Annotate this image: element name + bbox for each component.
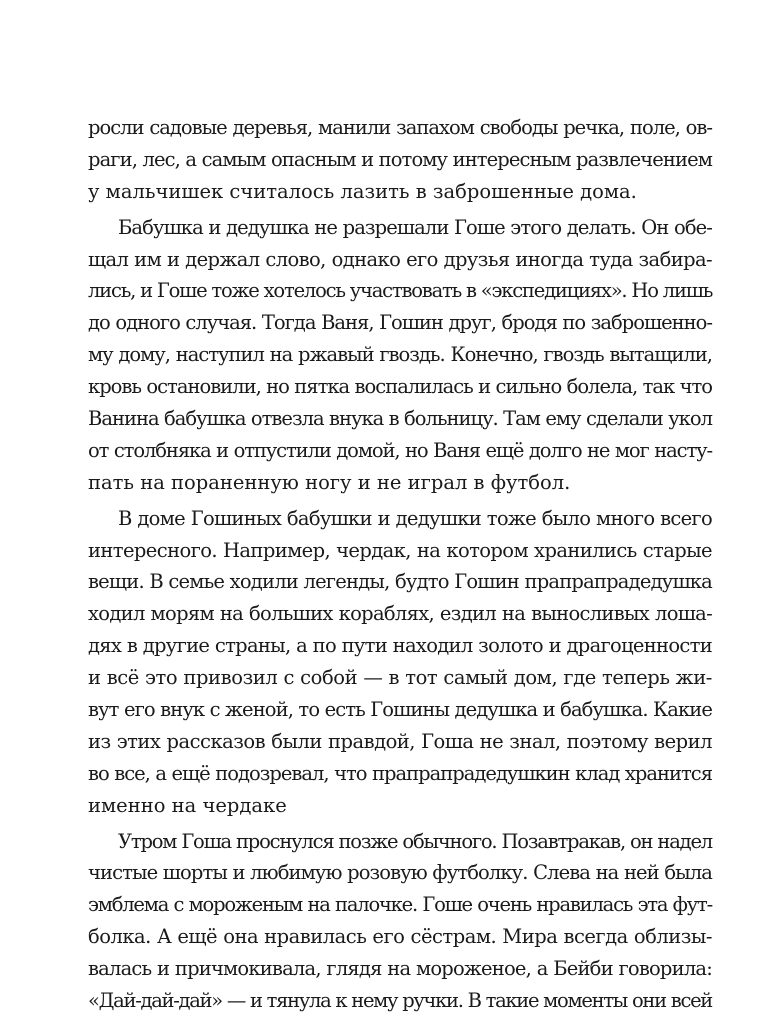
paragraph-2 (88, 212, 712, 499)
text-line: пать на пораненную ногу и не играл в футбол. (88, 470, 571, 494)
text-line: именно на чердаке (88, 793, 287, 817)
text-line: лись, и Гоше тоже хотелось участвовать в «экспедициях». Но лишь (88, 279, 713, 303)
paragraph-4 (88, 826, 712, 1017)
text-line: валась и причмокивала, глядя на мороженое, а Бейби говорила: (88, 957, 712, 981)
text-line: во все, а ещё подозревал, что прапрапрадедушкин клад хранится (88, 761, 712, 785)
text-line: болка. А ещё она нравилась его сёстрам. Мира всегда облизы- (88, 925, 712, 949)
text-line: от столбняка и отпустили домой, но Ваня ещё долго не мог насту- (88, 438, 712, 462)
text-line: щал им и держал слово, однако его друзья иногда туда забира- (88, 247, 712, 271)
page-text (88, 112, 712, 1017)
text-line: вещи. В семье ходили легенды, будто Гошин прапрапрадедушка (88, 570, 712, 594)
text-line: В доме Гошиных бабушки и дедушки тоже было много всего (118, 506, 712, 530)
text-line: росли садовые деревья, манили запахом свободы речка, поле, ов- (88, 116, 712, 139)
text-line: Утром Гоша проснулся позже обычного. Позавтракав, он надел (118, 829, 712, 853)
text-line: чистые шорты и любимую розовую футболку. Слева на ней была (88, 861, 712, 885)
text-line: Бабушка и дедушка не разрешали Гоше этого делать. Он обе- (118, 215, 712, 239)
paragraph-1 (88, 112, 712, 208)
paragraph-3 (88, 503, 712, 822)
text-line: до одного случая. Тогда Ваня, Гошин друг, бродя по заброшенно- (88, 311, 712, 335)
text-line: ходил морям на больших кораблях, ездил на выносливых лоша- (88, 602, 712, 626)
text-line: дях в другие страны, а по пути находил золото и драгоценности (88, 634, 712, 658)
text-line: раги, лес, а самым опасным и потому интересным развлечением (88, 147, 712, 171)
text-line: из этих рассказов были правдой, Гоша не знал, поэтому верил (88, 729, 712, 753)
text-line: интересного. Например, чердак, на котором хранились старые (88, 538, 712, 562)
text-line: му дому, наступил на ржавый гвоздь. Конечно, гвоздь вытащили, (88, 343, 712, 367)
text-line: эмблема с мороженым на палочке. Гоше очень нравилась эта фут- (88, 893, 712, 917)
text-line: «Дай-дай-дай» — и тянула к нему ручки. В такие моменты они всей (88, 989, 712, 1013)
text-line: у мальчишек считалось лазить в заброшенные дома. (88, 179, 637, 203)
text-line: и всё это привозил с собой — в тот самый дом, где теперь жи- (88, 666, 712, 690)
text-line: Ванина бабушка отвезла внука в больницу. Там ему сделали укол (88, 407, 712, 431)
text-line: кровь остановили, но пятка воспалилась и сильно болела, так что (88, 375, 712, 399)
text-line: вут его внук с женой, то есть Гошины дедушка и бабушка. Какие (88, 698, 712, 722)
